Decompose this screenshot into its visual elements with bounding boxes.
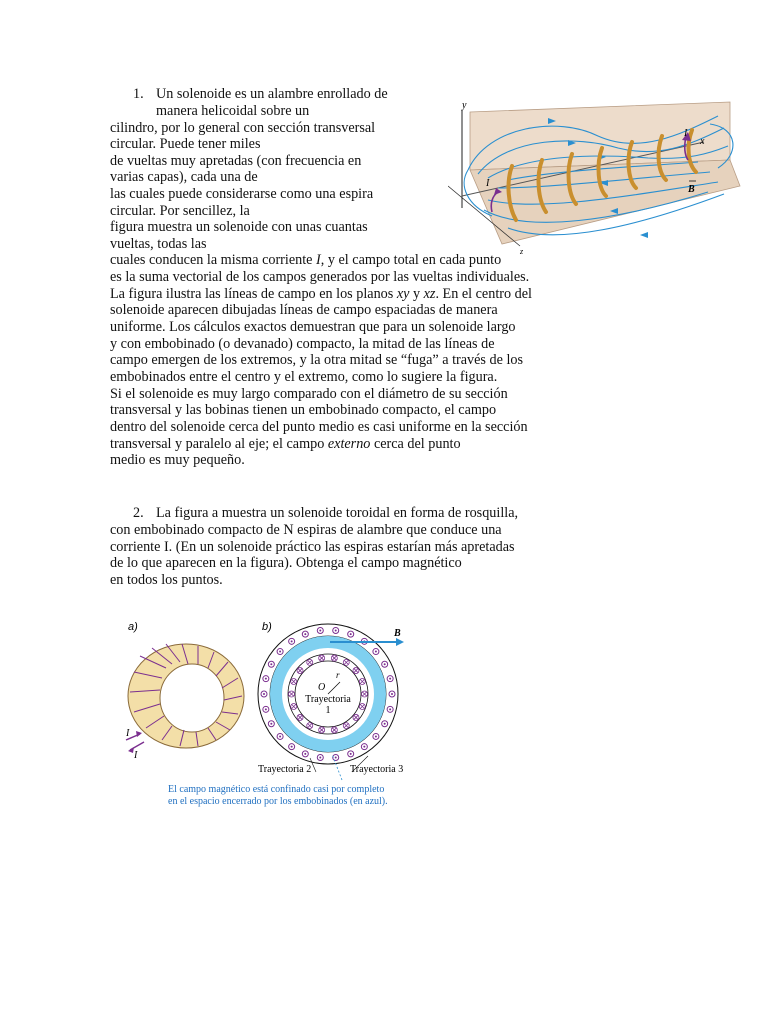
winding-dot-center <box>263 693 265 695</box>
item1-line: cuales conducen la misma corriente I, y el campo total en cada punto <box>110 252 502 268</box>
item1-line: medio es muy pequeño. <box>110 452 245 468</box>
path1-label: Trayectoria <box>305 694 351 705</box>
solenoid-figure <box>448 96 744 254</box>
item1-line: de vueltas muy apretadas (con frecuencia en <box>110 153 362 169</box>
item2-line: de lo que aparecen en la figura). Obtenga el campo magnético <box>110 555 462 571</box>
winding-dot-center <box>270 723 272 725</box>
item1-line: La figura ilustra las líneas de campo en los planos xy y xz. En el centro del <box>110 286 532 302</box>
label-b: b) <box>262 621 272 633</box>
winding-dot-center <box>384 723 386 725</box>
path1-number: 1 <box>325 705 331 716</box>
path2-label: Trayectoria 2 <box>258 764 312 775</box>
current-label-2: I <box>684 128 688 139</box>
item2-line: corriente I. (En un solenoide práctico las espiras estarían más apretadas <box>110 539 515 555</box>
item1-line: es la suma vectorial de los campos generados por las vueltas individuales. <box>110 269 530 285</box>
item1-line: circular. Por sencillez, la <box>110 203 250 219</box>
item1-line: las cuales puede considerarse como una espira <box>110 186 374 202</box>
toroid-cross-section <box>258 624 404 780</box>
item1-line: uniforme. Los cálculos exactos demuestran que para un solenoide largo <box>110 319 516 335</box>
y-axis-label: y <box>462 100 467 111</box>
current-out-label: I <box>134 750 138 761</box>
item1-line: Si el solenoide es muy largo comparado con el diámetro de su sección <box>110 386 508 402</box>
field-label: B <box>688 184 695 195</box>
winding-dot-center <box>375 651 377 653</box>
winding-dot-center <box>389 708 391 710</box>
winding-dot-center <box>319 757 321 759</box>
item1-line: embobinados entre el centro y el extremo, como lo sugiere la figura. <box>110 369 498 385</box>
item2-line: con embobinado compacto de N espiras de alambre que conduce una <box>110 522 502 538</box>
z-axis-label: z <box>520 247 524 254</box>
item1-line: manera helicoidal sobre un <box>156 103 310 119</box>
item1-line: y con embobinado (o devanado) compacto, la mitad de las líneas de <box>110 336 495 352</box>
item2-number: 2. <box>133 505 144 521</box>
x-axis-label: x <box>700 136 705 147</box>
radius-label: r <box>336 670 340 680</box>
label-a: a) <box>128 621 138 633</box>
torus-3d <box>125 644 244 761</box>
item1-line: figura muestra un solenoide con unas cuantas <box>110 219 368 235</box>
winding-dot-center <box>265 708 267 710</box>
winding-dot-center <box>279 651 281 653</box>
caption-line-2: en el espacio encerrado por los embobinados (en azul). <box>168 796 388 807</box>
winding-dot-center <box>319 629 321 631</box>
item2-line: La figura a muestra un solenoide toroidal en forma de rosquilla, <box>156 505 519 521</box>
winding-dot-center <box>304 753 306 755</box>
winding-dot-center <box>335 629 337 631</box>
item1-line: transversal y las bobinas tienen un embobinado compacto, el campo <box>110 402 497 418</box>
item1-line: cilindro, por lo general con sección transversal <box>110 120 376 136</box>
item1-line: dentro del solenoide cerca del punto medio es casi uniforme en la sección <box>110 419 528 435</box>
toroid-figure <box>120 612 420 824</box>
winding-dot-center <box>384 663 386 665</box>
winding-dot-center <box>291 746 293 748</box>
winding-dot-center <box>363 746 365 748</box>
winding-dot-center <box>270 663 272 665</box>
item1-line: Un solenoide es un alambre enrollado de <box>156 86 388 102</box>
winding-dot-center <box>350 753 352 755</box>
winding-dot-center <box>265 678 267 680</box>
winding-dot-center <box>335 757 337 759</box>
winding-dot-center <box>279 735 281 737</box>
current-in-label: I <box>126 728 130 739</box>
winding-dot-center <box>389 678 391 680</box>
item1-number: 1. <box>133 86 144 102</box>
winding-dot-center <box>350 633 352 635</box>
center-label: O <box>318 682 326 693</box>
item1-line: solenoide aparecen dibujadas líneas de campo espaciadas de manera <box>110 302 498 318</box>
caption-line-1: El campo magnético está confinado casi por completo <box>168 784 385 795</box>
path3-label: Trayectoria 3 <box>350 764 404 775</box>
item1-line: circular. Puede tener miles <box>110 136 261 152</box>
item1-line: varias capas), cada una de <box>110 169 258 185</box>
b-field-label: B <box>394 628 401 639</box>
winding-dot-center <box>304 633 306 635</box>
item1-line: vueltas, todas las <box>110 236 207 252</box>
winding-dot-center <box>291 640 293 642</box>
winding-dot-center <box>375 735 377 737</box>
winding-dot-center <box>391 693 393 695</box>
current-label: I <box>486 178 490 189</box>
item1-line: transversal y paralelo al eje; el campo externo cerca del punto <box>110 436 461 452</box>
item1-line: campo emergen de los extremos, y la otra mitad se “fuga” a través de los <box>110 352 523 368</box>
item2-line: en todos los puntos. <box>110 572 223 588</box>
